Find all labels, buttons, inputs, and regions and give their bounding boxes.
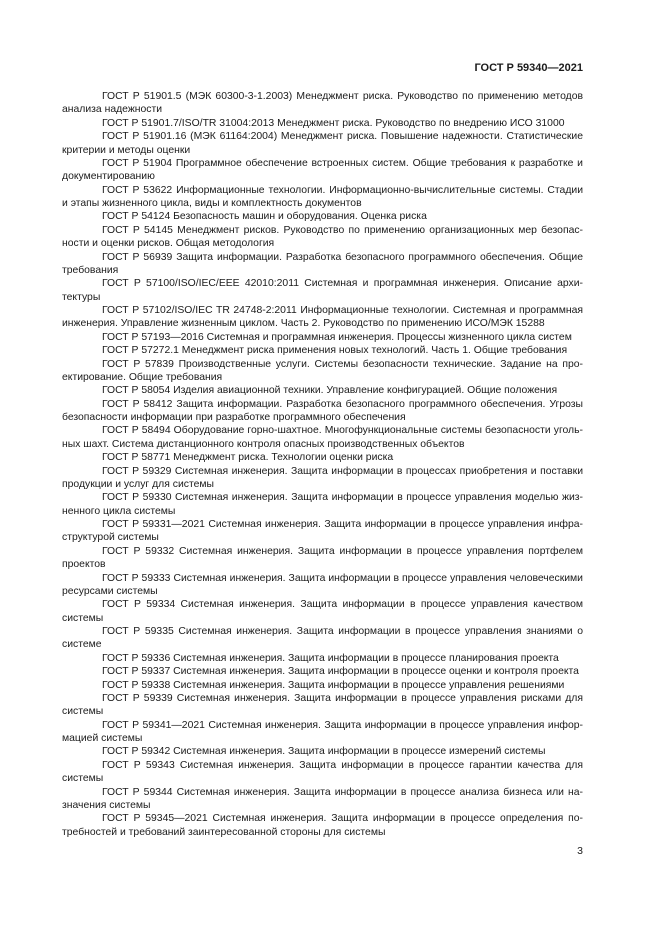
reference-entry <box>62 304 583 331</box>
reference-line: ГОСТ Р 59337 Системная инженерия. Защита информации в процессе оценки и контроля проекта <box>102 666 579 678</box>
reference-line: ГОСТ Р 59341—2021 Системная инженерия. Защита информации в процессе управления инфор- <box>102 719 583 731</box>
reference-entry <box>62 224 583 251</box>
reference-line: ГОСТ Р 56939 Защита информации. Разработка безопасного программного обеспечения. Общие <box>102 251 583 263</box>
reference-entry <box>62 251 583 278</box>
reference-line: ГОСТ Р 51901.16 (МЭК 61164:2004) Менеджмент риска. Повышение надежности. Статистические <box>102 131 583 143</box>
reference-entry <box>62 786 583 813</box>
reference-line: ненного цикла системы <box>62 505 176 517</box>
reference-entry <box>62 331 583 344</box>
reference-line: ГОСТ Р 58412 Защита информации. Разработка безопасного программного обеспечения. Угрозы <box>102 398 583 410</box>
reference-entry <box>62 598 583 625</box>
reference-line: ресурсами системы <box>62 585 158 597</box>
reference-line: ГОСТ Р 59339 Системная инженерия. Защита информации в процессе управления рисками для <box>102 692 583 704</box>
reference-line: требования <box>62 264 119 276</box>
reference-entry <box>62 344 583 357</box>
reference-line: ектирование. Общие требования <box>62 371 223 383</box>
reference-line: ГОСТ Р 59344 Системная инженерия. Защита информации в процессе анализа бизнеса или на- <box>102 786 583 798</box>
reference-entry <box>62 572 583 599</box>
reference-line: документированию <box>62 171 155 183</box>
reference-entry <box>62 117 583 130</box>
reference-entry <box>62 184 583 211</box>
reference-line: системы <box>62 706 104 718</box>
reference-line: ГОСТ Р 59331—2021 Системная инженерия. Защита информации в процессе управления инфра- <box>102 519 583 530</box>
reference-line: значения системы <box>62 799 151 811</box>
reference-entry <box>62 90 583 117</box>
reference-line: ГОСТ Р 59343 Системная инженерия. Защита информации в процессе гарантии качества для <box>102 759 583 771</box>
normative-references-list <box>62 90 583 839</box>
reference-line: требностей и требований заинтересованной стороны для системы <box>62 826 386 838</box>
reference-line: ГОСТ Р 51901.7/ISO/TR 31004:2013 Менеджмент риска. Руководство по внедрению ИСО 31000 <box>102 117 565 129</box>
reference-entry <box>62 210 583 223</box>
reference-entry <box>62 759 583 786</box>
reference-line: тектуры <box>62 291 101 303</box>
reference-entry <box>62 518 583 545</box>
reference-entry <box>62 812 583 839</box>
reference-line: системы <box>62 612 104 624</box>
reference-line: ГОСТ Р 57102/ISO/IEC TR 24748-2:2011 Информационные технологии. Системная и программная <box>102 305 583 316</box>
reference-line: ГОСТ Р 54124 Безопасность машин и оборудования. Оценка риска <box>102 211 427 223</box>
reference-line: анализа надежности <box>62 104 163 116</box>
reference-line: ГОСТ Р 59338 Системная инженерия. Защита информации в процессе управления решениями <box>102 679 565 691</box>
reference-line: ных шахт. Система дистанционного контроля опасных производственных объектов <box>62 438 465 450</box>
reference-line: ГОСТ Р 54145 Менеджмент рисков. Руководство по применению организационных мер безопас- <box>102 224 583 236</box>
reference-line: ГОСТ Р 59329 Системная инженерия. Защита информации в процессах приобретения и поставки <box>102 465 583 477</box>
reference-line: ГОСТ Р 59330 Системная инженерия. Защита информации в процессе управления моделью жиз- <box>102 492 583 504</box>
reference-line: ГОСТ Р 57100/ISO/IEC/EEE 42010:2011 Системная и программная инженерия. Описание архи- <box>102 278 583 290</box>
reference-line: ГОСТ Р 59342 Системная инженерия. Защита информации в процессе измерений системы <box>102 746 546 758</box>
reference-entry <box>62 465 583 492</box>
reference-entry <box>62 692 583 719</box>
reference-line: критерии и методы оценки <box>62 144 191 156</box>
reference-line: ГОСТ Р 59335 Системная инженерия. Защита информации в процессе управления знаниями о <box>102 626 583 637</box>
reference-line: системе <box>62 639 102 651</box>
reference-line: мацией системы <box>62 733 143 744</box>
reference-entry <box>62 451 583 464</box>
reference-line: ГОСТ Р 58771 Менеджмент риска. Технологии оценки риска <box>102 452 394 464</box>
reference-line: проектов <box>62 559 106 571</box>
reference-line: ГОСТ Р 59332 Системная инженерия. Защита информации в процессе управления портфелем <box>102 545 583 557</box>
document-code-header: ГОСТ Р 59340—2021 <box>474 62 583 74</box>
reference-line: ГОСТ Р 51904 Программное обеспечение встроенных систем. Общие требования к разработке и <box>102 157 583 169</box>
reference-line: безопасности информации при разработке программного обеспечения <box>62 412 406 423</box>
reference-line: ГОСТ Р 53622 Информационные технологии. Информационно-вычислительные системы. Стадии <box>102 184 583 196</box>
reference-line: ГОСТ Р 59345—2021 Системная инженерия. Защита информации в процессе определения по- <box>102 813 583 825</box>
reference-line: ГОСТ Р 57839 Производственные услуги. Системы безопасности технические. Задание на про- <box>102 358 583 370</box>
reference-line: ГОСТ Р 57193—2016 Системная и программная инженерия. Процессы жизненного цикла систем <box>102 331 572 343</box>
reference-line: ГОСТ Р 51901.5 (МЭК 60300-3-1.2003) Менеджмент риска. Руководство по применению методов <box>102 91 583 102</box>
reference-line: ГОСТ Р 57272.1 Менеджмент риска применения новых технологий. Часть 1. Общие требования <box>102 345 568 357</box>
reference-line: ности и оценки рисков. Общая методология <box>62 238 275 250</box>
reference-line: ГОСТ Р 59334 Системная инженерия. Защита информации в процессе управления качеством <box>102 599 583 611</box>
reference-line: ГОСТ Р 59336 Системная инженерия. Защита информации в процессе планирования проекта <box>102 652 559 664</box>
reference-line: структурой системы <box>62 532 159 544</box>
reference-entry <box>62 545 583 572</box>
reference-line: ГОСТ Р 58054 Изделия авиационной техники. Управление конфигурацией. Общие положения <box>102 385 558 397</box>
reference-line: инженерия. Управление жизненным циклом. Часть 2. Руководство по применению ИСО/МЭК 15288 <box>62 318 545 330</box>
reference-entry <box>62 157 583 184</box>
reference-entry <box>62 719 583 746</box>
reference-line: ГОСТ Р 59333 Системная инженерия. Защита информации в процессе управления человеческими <box>102 572 583 584</box>
reference-entry <box>62 358 583 385</box>
reference-entry <box>62 424 583 451</box>
reference-entry <box>62 652 583 665</box>
reference-entry <box>62 398 583 425</box>
reference-line: продукции и услуг для системы <box>62 478 214 490</box>
reference-entry <box>62 491 583 518</box>
reference-entry <box>62 130 583 157</box>
page-number: 3 <box>577 845 583 857</box>
reference-entry <box>62 625 583 652</box>
reference-line: и этапы жизненного цикла, виды и комплектность документов <box>62 198 362 209</box>
reference-entry <box>62 384 583 397</box>
reference-entry <box>62 679 583 692</box>
reference-entry <box>62 277 583 304</box>
reference-line: системы <box>62 773 104 785</box>
reference-entry <box>62 665 583 678</box>
reference-line: ГОСТ Р 58494 Оборудование горно-шахтное. Многофункциональные системы безопасности уголь- <box>102 425 583 437</box>
reference-entry <box>62 745 583 758</box>
